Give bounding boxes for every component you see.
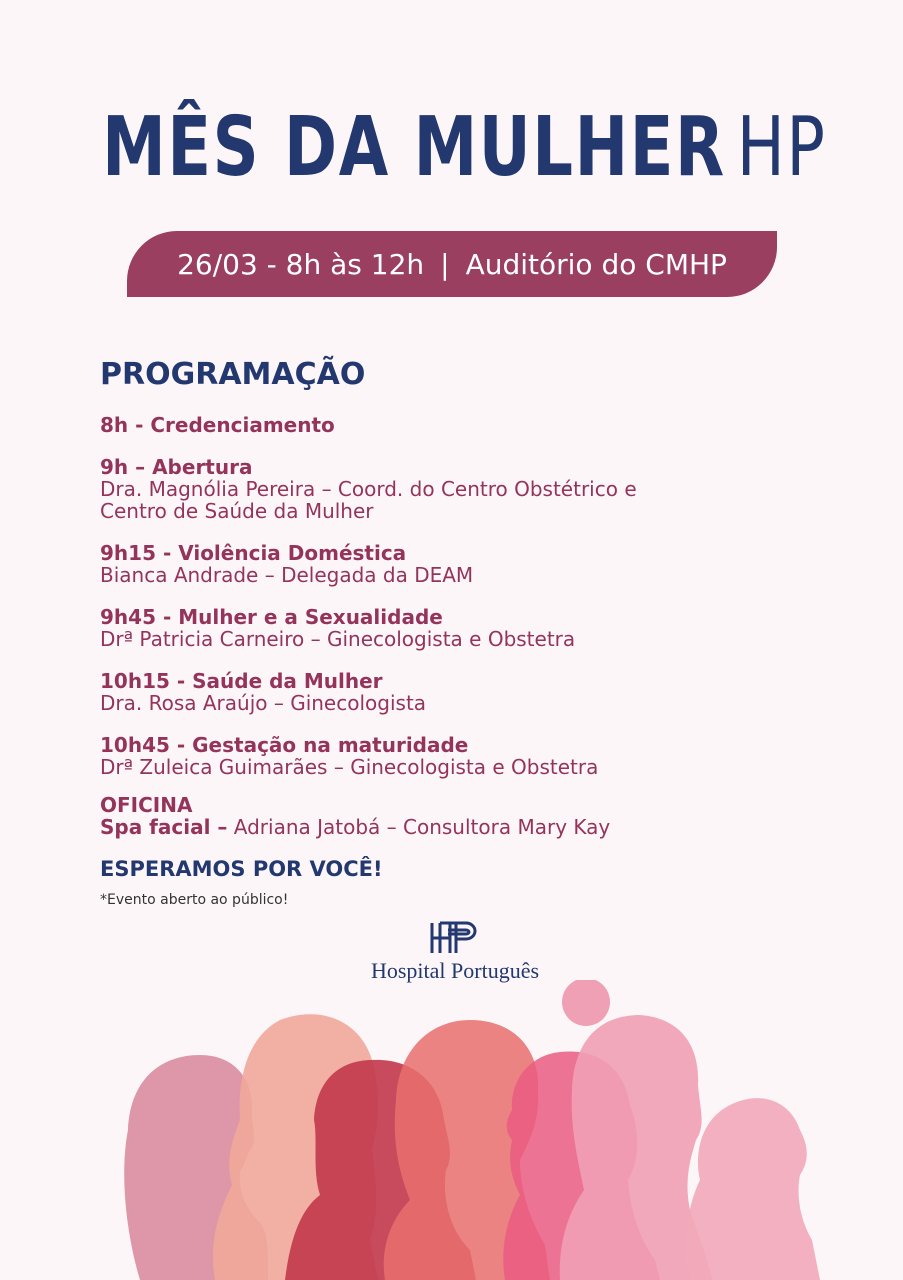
schedule-speaker: Dra. Rosa Araújo – Ginecologista (100, 691, 427, 715)
schedule-list (100, 414, 860, 858)
schedule-heading: 9h15 - Violência Doméstica (100, 541, 407, 565)
hospital-name: Hospital Português (370, 958, 540, 983)
women-silhouettes-illustration (0, 980, 903, 1280)
location: Auditório do CMHP (465, 247, 727, 281)
title-main: MÊS DA MULHER (102, 100, 726, 195)
schedule-speaker: Drª Zuleica Guimarães – Ginecologista e Obstetra (100, 755, 599, 779)
schedule-heading: 9h45 - Mulher e a Sexualidade (100, 605, 443, 629)
hair-bun (562, 980, 610, 1026)
schedule-item (100, 606, 860, 650)
workshop-speaker: Adriana Jatobá – Consultora Mary Kay (227, 815, 611, 839)
title-suffix: HP (736, 100, 827, 195)
poster-title (0, 100, 903, 195)
schedule-item (100, 456, 860, 522)
schedule-item (100, 734, 860, 778)
date-location-banner (127, 231, 777, 297)
schedule-speaker: Centro de Saúde da Mulher (100, 499, 374, 523)
workshop-item (100, 794, 860, 838)
schedule-heading: 8h - Credenciamento (100, 413, 335, 437)
schedule-item (100, 670, 860, 714)
schedule-item (100, 414, 860, 436)
schedule-speaker: Dra. Magnólia Pereira – Coord. do Centro Obstétrico e (100, 477, 637, 501)
workshop-heading: OFICINA (100, 793, 193, 817)
public-note: *Evento aberto ao público! (100, 892, 289, 908)
schedule-heading: 9h – Abertura (100, 455, 253, 479)
workshop-detail (100, 816, 860, 838)
woman-silhouette (686, 1098, 820, 1280)
date-time: 26/03 - 8h às 12h (177, 247, 425, 281)
schedule-speaker: Bianca Andrade – Delegada da DEAM (100, 563, 474, 587)
banner-separator: | (440, 247, 450, 281)
hospital-logo (340, 920, 570, 984)
workshop-name: Spa facial – (100, 815, 228, 839)
schedule-heading: 10h45 - Gestação na maturidade (100, 733, 469, 757)
hp-logo-icon (428, 920, 482, 956)
closing-call: ESPERAMOS POR VOCÊ! (100, 857, 383, 881)
schedule-heading: 10h15 - Saúde da Mulher (100, 669, 383, 693)
program-title: PROGRAMAÇÃO (100, 357, 366, 392)
schedule-speaker: Drª Patricia Carneiro – Ginecologista e Obstetra (100, 627, 576, 651)
schedule-item (100, 542, 860, 586)
